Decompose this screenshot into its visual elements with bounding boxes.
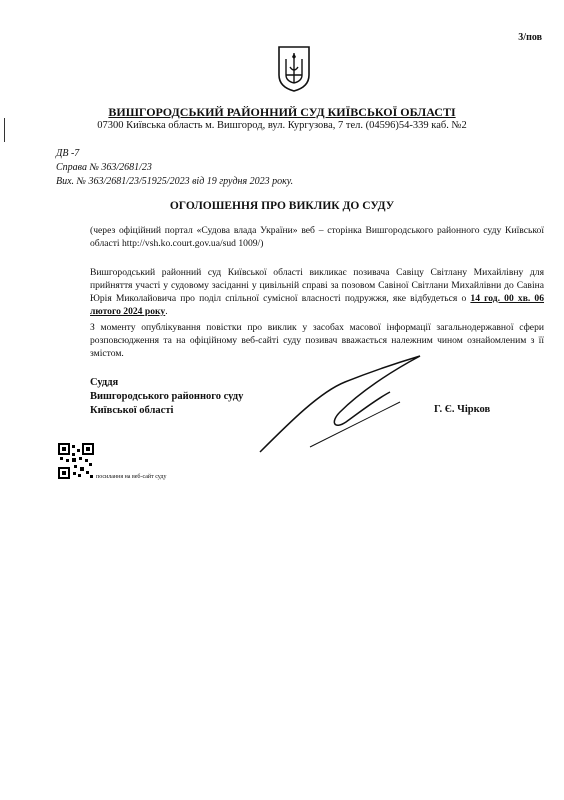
case-number: Справа № 363/2681/23 (56, 162, 152, 173)
coat-of-arms-icon (277, 45, 311, 93)
court-address: 07300 Київська область м. Вишгород, вул. Кургузова, 7 тел. (04596)54-339 каб. №2 (97, 120, 467, 131)
hearing-datetime: 14 год. 00 хв. 06 лютого 2024 року (90, 293, 545, 317)
judge-name: Г. Є. Чірков (434, 404, 491, 415)
signature-region: Київської області (90, 405, 174, 416)
publication-paragraph: З моменту опублікування повістки про виклик у засобах масової інформації загальнодержавної сфери розповсюдження та на офіційному веб-сайті суду позивач вважається належним чином ознайомленим з її змістом. (90, 322, 544, 359)
summons-end: . (165, 306, 168, 317)
signature-block (90, 376, 243, 418)
handwritten-signature (250, 352, 430, 462)
qr-code-icon[interactable] (58, 443, 94, 479)
notice-heading: ОГОЛОШЕННЯ ПРО ВИКЛИК ДО СУДУ (169, 200, 395, 212)
form-code: ДВ -7 (56, 148, 80, 159)
portal-note: (через офіційний портал «Судова влада України» веб – сторінка Вишгородського районного суду Київської області http://vsh.ko.court.gov.ua/sud 1009/) (90, 225, 544, 249)
summons-text: Вишгородський районний суд Київської області викликає позивача Савіцу Світлану Михайлівну для прийняття участі у судовому засіданні у цивільній справі за позовом Савіної Світлани Михайлівни до Савіна Юрія Миколайовича про поділ спільної сумісної власності подружжя, яке відбудеться о (90, 267, 544, 304)
document-code: 3/пов (518, 32, 542, 43)
outgoing-number: Вих. № 363/2681/23/51925/2023 від 19 грудня 2023 року. (56, 176, 294, 187)
qr-caption: посилання на веб-сайт суду (96, 474, 167, 480)
signature-court: Вишгородського районного суду (90, 391, 244, 402)
signature-role: Суддя (90, 377, 119, 388)
summons-paragraph (90, 266, 544, 318)
court-title: ВИШГОРОДСЬКИЙ РАЙОННИЙ СУД КИЇВСЬКОЇ ОБЛАСТІ (108, 105, 456, 119)
